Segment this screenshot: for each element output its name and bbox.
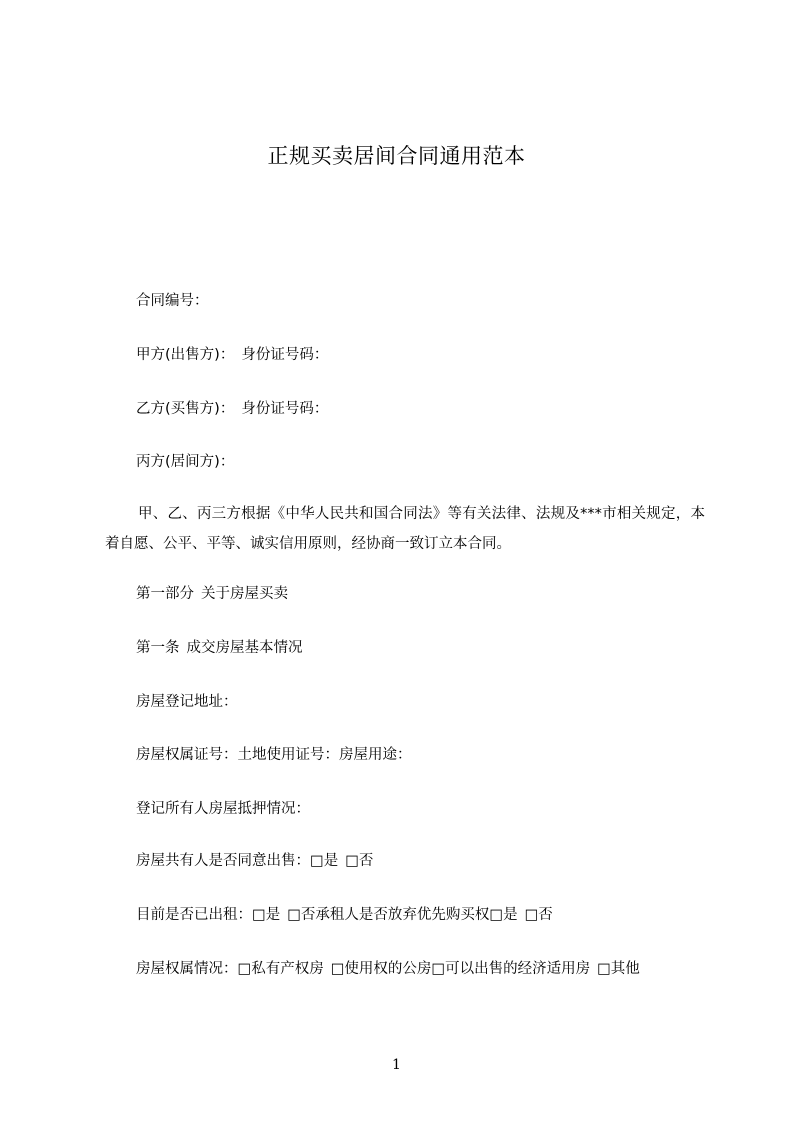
rental-text: 目前是否已出租： [136,907,252,923]
usage-label: 房屋用途： [339,747,412,763]
party-a-label: 甲方(出售方)： [136,347,235,363]
rental-line [136,905,553,925]
preemption-yes-option: □是 [489,907,518,923]
party-b-line [136,399,328,419]
co-owner-yes-option: □是 [310,853,339,869]
co-owner-text: 房屋共有人是否同意出售： [136,853,310,869]
part-one-label: 第一部分 [136,586,194,602]
private-property-option: □私有产权房 [237,961,324,977]
party-a-id-label: 身份证号码： [241,347,329,363]
ownership-type-line [136,959,640,979]
party-b-label: 乙方(买售方)： [136,401,235,417]
document-title: 正规买卖居间合同通用范本 [267,144,526,168]
preamble-paragraph: 甲、乙、丙三方根据《中华人民共和国合同法》等有关法律、法规及***市相关规定，本着自愿、公平、平等、诚实信用原则，经协商一致订立本合同。 [105,506,705,552]
page-number: 1 [392,1057,401,1073]
ownership-cert-label: 房屋权属证号： [136,747,238,763]
preemption-no-option: □否 [524,907,553,923]
co-owner-no-option: □否 [345,853,374,869]
rental-no-option: □否承租人是否放弃优先购买权 [287,907,490,923]
address-line: 房屋登记地址： [136,694,238,710]
certificate-line [136,745,412,765]
ownership-type-text: 房屋权属情况： [136,961,238,977]
party-b-id-label: 身份证号码： [241,401,329,417]
co-owner-line [136,851,373,871]
affordable-housing-option: □可以出售的经济适用房 [431,961,591,977]
part-one-text: 关于房屋买卖 [201,586,288,602]
party-c-line: 丙方(居间方)： [136,454,235,470]
rental-yes-option: □是 [252,907,281,923]
part-one-heading [136,584,288,604]
land-cert-label: 土地使用证号： [237,747,339,763]
article-one-label: 第一条 [136,640,180,656]
article-one-text: 成交房屋基本情况 [186,640,303,656]
contract-number-line: 合同编号： [136,293,209,309]
other-option: □其他 [597,961,640,977]
public-housing-option: □使用权的公房 [330,961,432,977]
party-a-line [136,345,328,365]
mortgage-line: 登记所有人房屋抵押情况： [136,801,310,817]
article-one-heading [136,638,303,658]
